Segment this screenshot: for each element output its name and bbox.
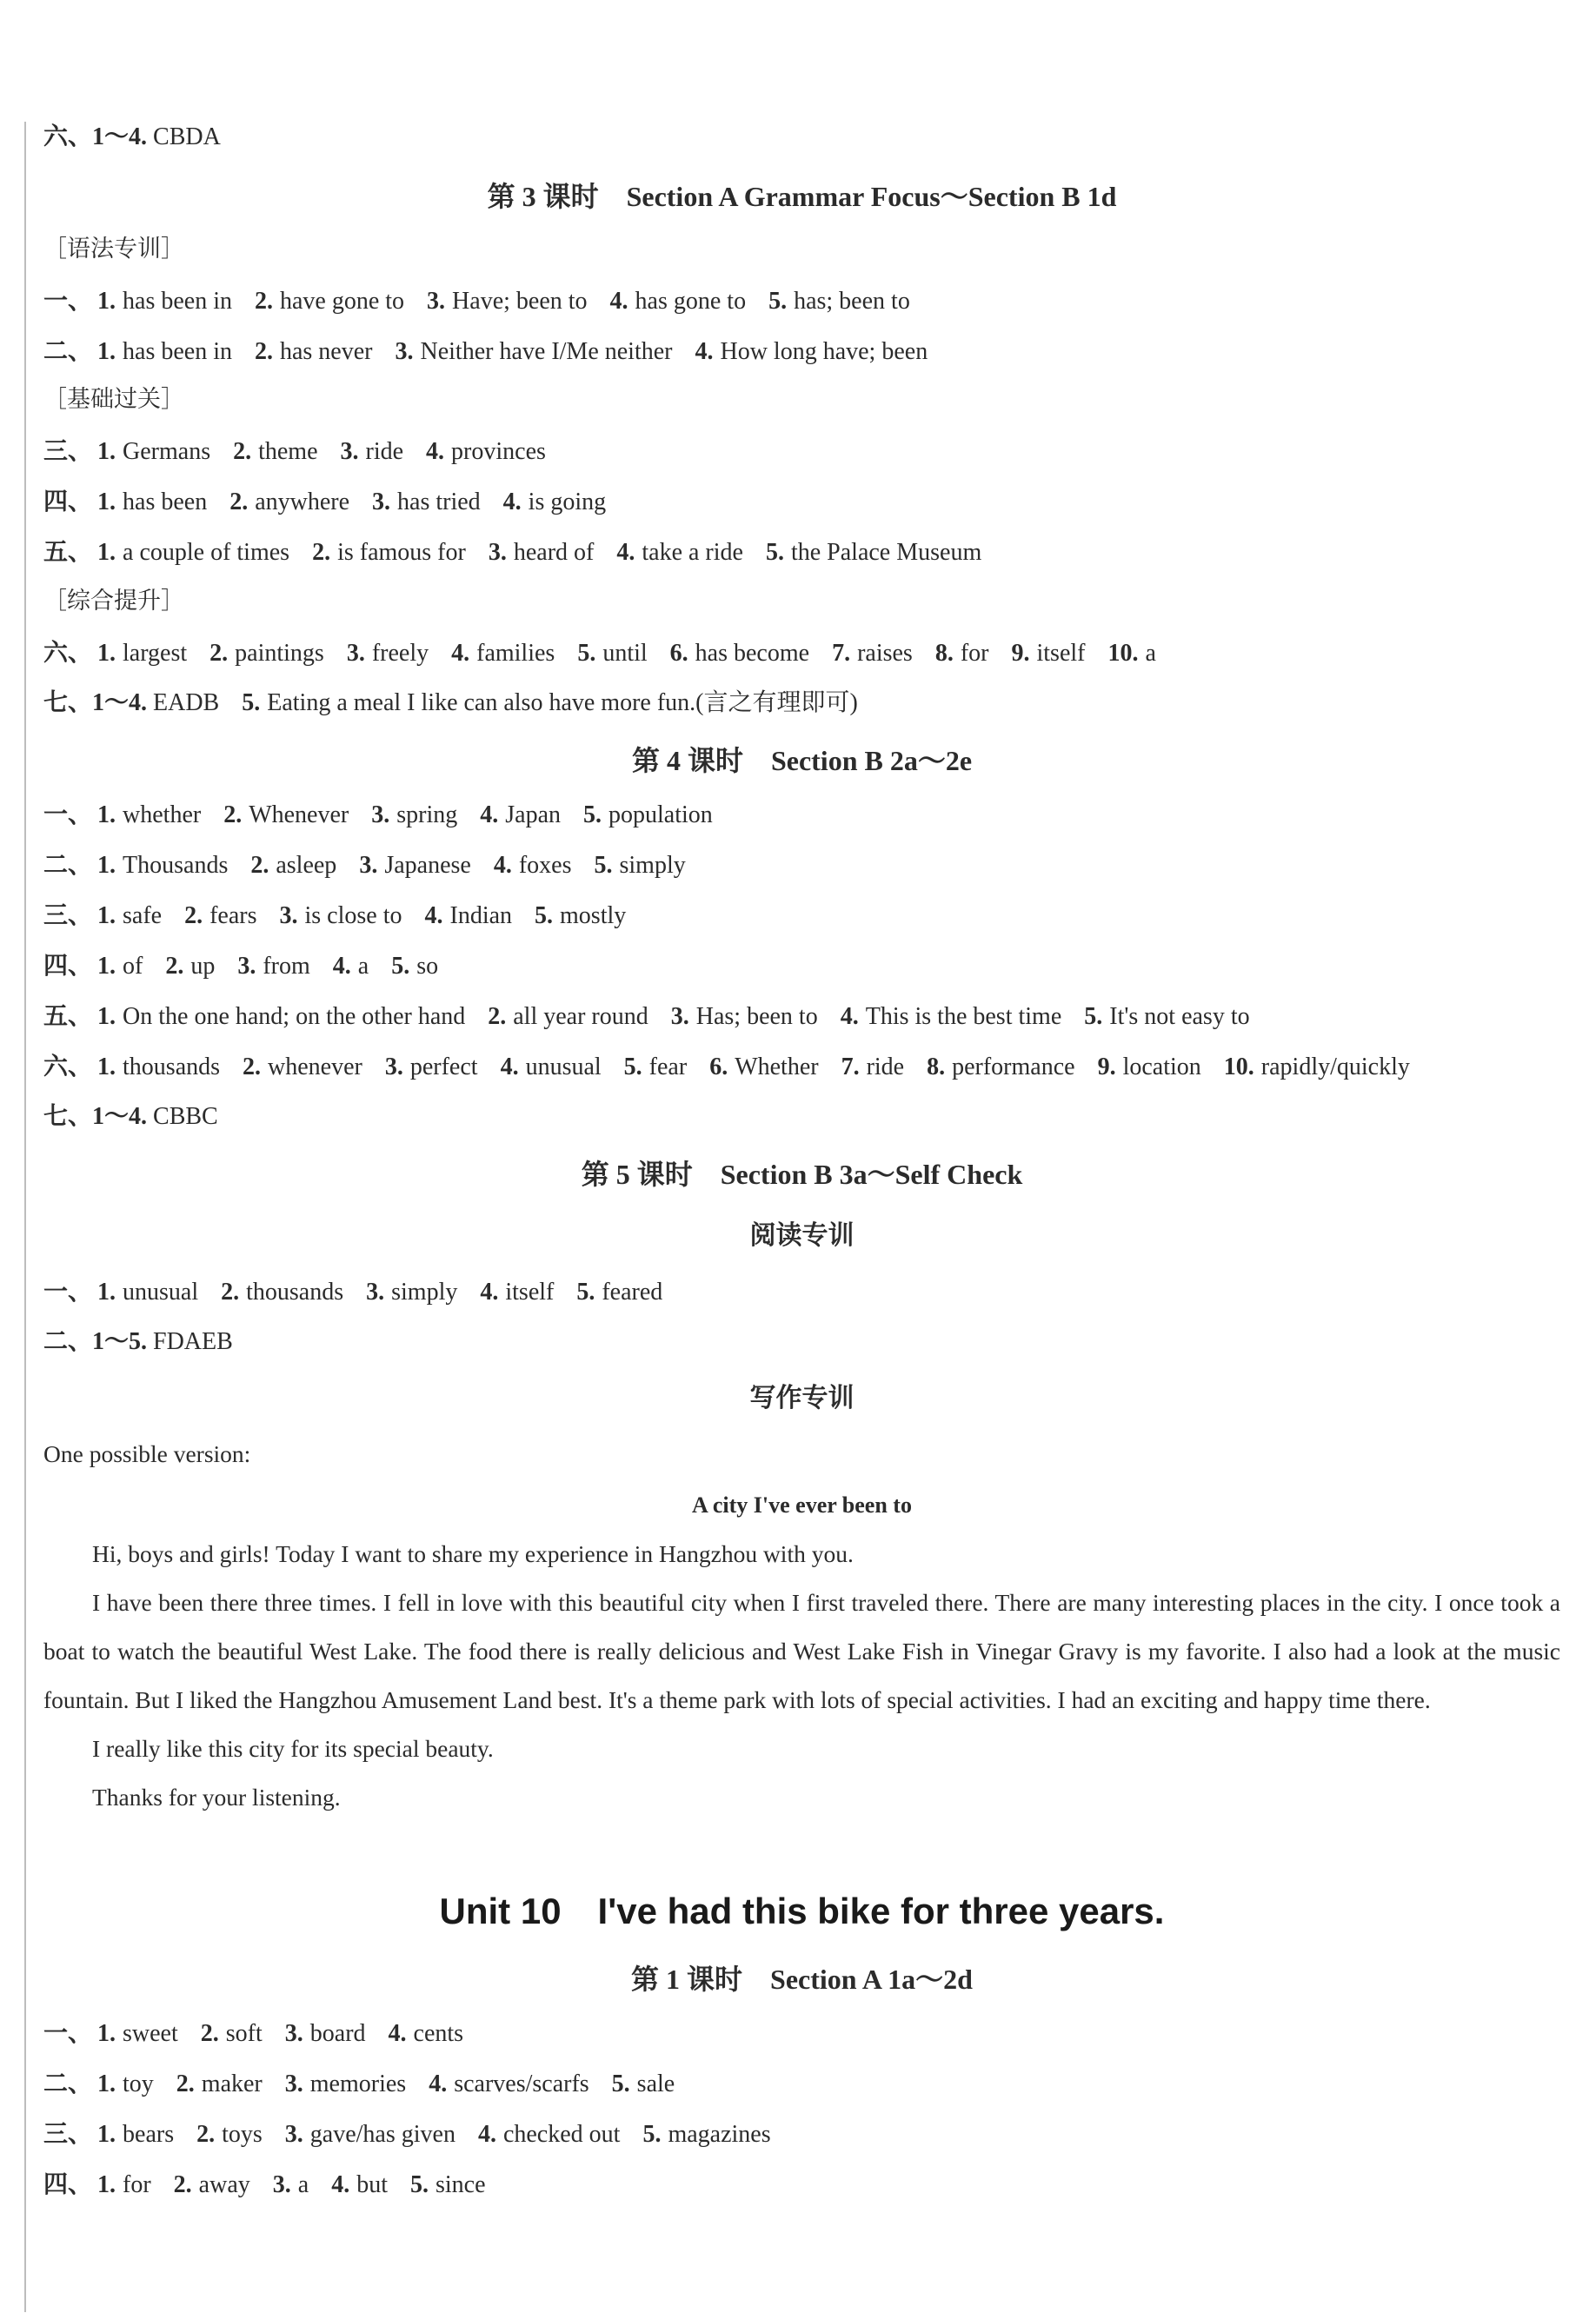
row-lead: 二、 [43, 2070, 93, 2097]
essay-paragraph: I really like this city for its special beauty. [92, 1735, 494, 1762]
essay-intro: One possible version: [43, 1440, 251, 1467]
item-number: 2. [176, 2070, 195, 2097]
item-number: 1. [97, 801, 116, 828]
item-number: 4. [500, 1053, 519, 1080]
item-answer: up [190, 953, 216, 980]
item-number: 4. [493, 852, 512, 879]
item-answer: This is the best time [865, 1003, 1062, 1030]
row-text: CBBC [147, 1103, 218, 1130]
item-number: 1. [97, 288, 116, 315]
item-answer: thousands [123, 1053, 221, 1080]
item-answer: bears [123, 2121, 175, 2148]
item-number: 10. [1223, 1053, 1254, 1080]
lesson5-title: 第 5 课时 Section B 3a～Self Check [581, 1159, 1023, 1190]
item-number: 2. [243, 1053, 262, 1080]
row-text: EADB [147, 689, 220, 716]
item-number: 4. [609, 288, 628, 315]
row-lead: 五、 [43, 539, 93, 566]
item-number: 3. [427, 288, 446, 315]
item-number: 3. [237, 953, 256, 980]
answer-row [43, 2070, 675, 2099]
item-answer: population [608, 801, 713, 828]
item-number: 1. [97, 438, 116, 465]
item-number: 2. [250, 852, 269, 879]
answer-row-7 [43, 688, 858, 718]
row-lead: 六、 [43, 640, 93, 667]
item-number: 2. [200, 2020, 219, 2047]
answer-row-7 [43, 1102, 218, 1132]
answer-row [43, 538, 981, 568]
item-number: 5. [611, 2070, 630, 2097]
item-number: 2. [312, 539, 331, 566]
item-answer: a couple of times [123, 539, 290, 566]
item-number: 5. [765, 539, 784, 566]
item-answer: a [297, 2171, 309, 2198]
item-number: 2. [165, 953, 184, 980]
item-number: 8. [934, 640, 954, 667]
item-answer: Neither have I/Me neither [420, 338, 673, 365]
item-number: 2. [173, 2171, 192, 2198]
item-number: 2. [209, 640, 229, 667]
item-answer: a [1145, 640, 1156, 667]
item-number: 1. [97, 2070, 116, 2097]
item-number: 1. [97, 953, 116, 980]
item-answer: provinces [451, 438, 546, 465]
item-answer: magazines [668, 2121, 771, 2148]
item-answer: the Palace Museum [790, 539, 982, 566]
item-answer: mostly [560, 902, 627, 929]
item-answer: thousands [246, 1279, 344, 1306]
item-number: 3. [284, 2121, 303, 2148]
item-number: 1. [97, 640, 116, 667]
item-answer: performance [952, 1053, 1075, 1080]
item-number: 2. [221, 1279, 240, 1306]
row-text: FDAEB [147, 1328, 233, 1355]
row-lead: 六、 [43, 1053, 93, 1080]
item-answer: Japanese [384, 852, 471, 879]
item-answer: How long have; been [720, 338, 928, 365]
item-number: 5. [409, 2171, 429, 2198]
item-number: 5. [768, 288, 788, 315]
answer-row [43, 901, 626, 931]
item-number: 3. [272, 2171, 291, 2198]
item-number: 5. [594, 852, 613, 879]
item-number: 4. [840, 1003, 859, 1030]
item-answer: Has; been to [695, 1003, 818, 1030]
item-answer: Indian [449, 902, 513, 929]
item-number: 3. [670, 1003, 689, 1030]
item-answer: On the one hand; on the other hand [123, 1003, 466, 1030]
item-answer: Eating a meal I like can also have more fun.(言之有理即可) [267, 689, 858, 716]
item-answer: It's not easy to [1109, 1003, 1250, 1030]
row-lead: 六、1～4. [43, 123, 148, 150]
item-number: 6. [709, 1053, 728, 1080]
row-lead: 一、 [43, 801, 93, 828]
item-number: 7. [832, 640, 851, 667]
item-answer: all year round [513, 1003, 648, 1030]
item-number: 1. [97, 539, 116, 566]
answer-row [43, 2170, 486, 2200]
answer-row [43, 851, 686, 881]
item-answer: board [309, 2020, 366, 2047]
item-number: 4. [480, 1279, 499, 1306]
item-answer: whenever [268, 1053, 362, 1080]
item-number: 9. [1011, 640, 1030, 667]
item-number: 2. [254, 288, 273, 315]
item-answer: asleep [276, 852, 337, 879]
answer-row [43, 1002, 1250, 1032]
item-answer: for [123, 2171, 151, 2198]
item-answer: unusual [525, 1053, 602, 1080]
margin-rule [24, 122, 26, 2312]
item-number: 3. [395, 338, 414, 365]
item-answer: spring [396, 801, 458, 828]
item-answer: a [357, 953, 369, 980]
item-answer: cents [413, 2020, 464, 2047]
item-answer: ride [866, 1053, 905, 1080]
essay-body [43, 1530, 1560, 1822]
item-number: 2. [196, 2121, 216, 2148]
item-number: 5. [391, 953, 410, 980]
answer-row [43, 1053, 1410, 1082]
item-answer: has been in [123, 338, 232, 365]
item-answer: has been [123, 489, 208, 515]
item-number: 2. [254, 338, 273, 365]
item-number: 3. [372, 489, 391, 515]
item-answer: largest [123, 640, 188, 667]
answer-row [43, 2120, 771, 2150]
item-answer: since [435, 2171, 486, 2198]
answer-row [43, 337, 928, 367]
item-answer: freely [371, 640, 429, 667]
item-answer: is going [528, 489, 607, 515]
item-number: 5. [623, 1053, 642, 1080]
item-answer: safe [123, 902, 163, 929]
item-number: 2. [488, 1003, 507, 1030]
lesson3-title: 第 3 课时 Section A Grammar Focus～Section B 1d [487, 181, 1117, 212]
item-answer: toy [123, 2070, 154, 2097]
item-answer: has tried [397, 489, 481, 515]
item-number: 4. [388, 2020, 407, 2047]
item-answer: perfect [409, 1053, 478, 1080]
item-answer: ride [365, 438, 404, 465]
item-answer: fears [209, 902, 257, 929]
row-lead: 四、 [43, 953, 93, 980]
item-answer: rapidly/quickly [1260, 1053, 1410, 1080]
item-number: 1. [97, 1279, 116, 1306]
item-answer: itself [505, 1279, 555, 1306]
writing-section-title: 写作专训 [749, 1384, 855, 1412]
item-number: 1. [97, 2121, 116, 2148]
item-answer: sale [636, 2070, 675, 2097]
item-answer: raises [857, 640, 913, 667]
essay-title: A city I've ever been to [692, 1492, 912, 1518]
item-answer: foxes [518, 852, 572, 879]
answer-row [43, 437, 546, 467]
answer-row [43, 287, 910, 316]
item-number: 4. [451, 640, 470, 667]
item-number: 4. [480, 801, 499, 828]
item-number: 3. [284, 2070, 303, 2097]
row-text: CBDA [147, 123, 221, 150]
essay-paragraph: Hi, boys and girls! Today I want to share my experience in Hangzhou with you. [92, 1540, 854, 1567]
item-number: 3. [366, 1279, 385, 1306]
item-answer: itself [1036, 640, 1086, 667]
row-lead: 二、 [43, 338, 93, 365]
answer-row [43, 801, 713, 830]
item-answer: unusual [123, 1279, 199, 1306]
item-number: 1. [97, 1003, 116, 1030]
row-lead: 四、 [43, 2171, 93, 2198]
row-lead: 三、 [43, 2121, 93, 2148]
item-answer: paintings [235, 640, 324, 667]
answer-row [43, 2019, 463, 2049]
section-basic-label: ［基础过关］ [43, 386, 184, 413]
row-lead: 三、 [43, 438, 93, 465]
item-number: 4. [695, 338, 714, 365]
answer-row [43, 488, 606, 517]
item-answer: Have; been to [452, 288, 588, 315]
answer-row-2 [43, 1327, 233, 1357]
item-answer: maker [201, 2070, 263, 2097]
item-number: 2. [229, 489, 249, 515]
item-number: 1. [97, 2020, 116, 2047]
unit10-lesson1-title: 第 1 课时 Section A 1a～2d [631, 1964, 973, 1995]
item-answer: Whether [735, 1053, 819, 1080]
item-answer: of [123, 953, 143, 980]
answer-row [43, 639, 1156, 668]
item-number: 5. [242, 689, 261, 716]
item-number: 1. [97, 2171, 116, 2198]
item-number: 3. [346, 640, 365, 667]
item-number: 3. [340, 438, 359, 465]
item-number: 4. [331, 2171, 350, 2198]
item-answer: have gone to [279, 288, 405, 315]
item-number: 9. [1097, 1053, 1116, 1080]
lesson4-title: 第 4 课时 Section B 2a～2e [631, 745, 973, 776]
item-answer: whether [123, 801, 202, 828]
item-answer: gave/has given [309, 2121, 456, 2148]
essay-paragraph: I have been there three times. I fell in love with this beautiful city when I first traveled there. There are many interesting places in the city. I once took a boat to watch the beautiful West Lake. The food there is really delicious and West Lake Fish in Vinegar Gravy is my favorite. I also had a look at the music fountain. But I liked the Hangzhou Amusement Land best. It's a theme park with lots of special activities. I had an exciting and happy time there. [43, 1589, 1560, 1713]
item-number: 4. [429, 2070, 448, 2097]
item-answer: for [960, 640, 989, 667]
item-number: 7. [841, 1053, 860, 1080]
item-answer: simply [391, 1279, 458, 1306]
item-number: 5. [642, 2121, 662, 2148]
row-lead: 一、 [43, 288, 93, 315]
item-number: 4. [424, 902, 443, 929]
row-lead: 二、1～5. [43, 1328, 148, 1355]
item-number: 8. [927, 1053, 946, 1080]
item-answer: but [356, 2171, 388, 2198]
item-number: 3. [488, 539, 507, 566]
item-number: 2. [184, 902, 203, 929]
item-answer: away [198, 2171, 250, 2198]
item-number: 5. [576, 1279, 595, 1306]
row-lead: 五、 [43, 1003, 93, 1030]
item-answer: sweet [123, 2020, 178, 2047]
item-number: 4. [502, 489, 522, 515]
item-number: 1. [97, 902, 116, 929]
item-answer: is famous for [337, 539, 466, 566]
item-answer: scarves/scarfs [454, 2070, 589, 2097]
item-number: 3. [371, 801, 390, 828]
row-lead: 七、1～4. [43, 1103, 148, 1130]
item-answer: anywhere [255, 489, 350, 515]
item-answer: take a ride [642, 539, 743, 566]
section-comprehensive-label: ［综合提升］ [43, 588, 184, 615]
section-grammar-label: ［语法专训］ [43, 236, 184, 263]
item-answer: has become [695, 640, 810, 667]
item-answer: Whenever [249, 801, 349, 828]
item-answer: is close to [304, 902, 402, 929]
item-answer: heard of [513, 539, 595, 566]
item-number: 1. [97, 489, 116, 515]
item-answer: has gone to [635, 288, 747, 315]
item-answer: Japan [505, 801, 562, 828]
item-answer: simply [619, 852, 686, 879]
essay-paragraph: Thanks for your listening. [92, 1784, 341, 1811]
item-number: 4. [477, 2121, 496, 2148]
row-lead: 一、 [43, 1279, 93, 1306]
item-number: 5. [1084, 1003, 1103, 1030]
item-answer: has never [279, 338, 373, 365]
item-answer: feared [602, 1279, 663, 1306]
item-answer: Germans [123, 438, 211, 465]
item-answer: toys [222, 2121, 263, 2148]
item-answer: theme [258, 438, 318, 465]
item-number: 5. [535, 902, 554, 929]
answer-row [43, 1278, 662, 1307]
item-number: 4. [332, 953, 351, 980]
item-number: 3. [384, 1053, 403, 1080]
item-answer: location [1122, 1053, 1201, 1080]
item-answer: has; been to [794, 288, 910, 315]
row-lead: 二、 [43, 852, 93, 879]
item-answer: has been in [123, 288, 232, 315]
reading-section-title: 阅读专训 [749, 1221, 855, 1250]
item-number: 2. [233, 438, 252, 465]
row-lead: 一、 [43, 2020, 93, 2047]
item-number: 2. [223, 801, 243, 828]
item-answer: so [416, 953, 439, 980]
item-answer: fear [648, 1053, 688, 1080]
unit-title: Unit 10 I've had this bike for three years. [439, 1891, 1165, 1931]
row-lead: 三、 [43, 902, 93, 929]
item-answer: from [263, 953, 310, 980]
item-answer: soft [225, 2020, 263, 2047]
item-number: 10. [1107, 640, 1139, 667]
item-number: 4. [426, 438, 445, 465]
item-number: 3. [284, 2020, 303, 2047]
item-number: 3. [279, 902, 298, 929]
row-lead: 四、 [43, 489, 93, 515]
item-number: 5. [577, 640, 596, 667]
item-number: 3. [359, 852, 378, 879]
item-answer: memories [309, 2070, 407, 2097]
item-number: 4. [616, 539, 635, 566]
item-answer: Thousands [123, 852, 229, 879]
row-lead: 七、1～4. [43, 689, 148, 716]
item-answer: checked out [502, 2121, 621, 2148]
item-number: 1. [97, 338, 116, 365]
item-number: 5. [583, 801, 602, 828]
item-number: 1. [97, 852, 116, 879]
answer-row-6-prev [43, 123, 221, 152]
answer-row [43, 952, 438, 981]
item-number: 6. [669, 640, 688, 667]
item-answer: until [602, 640, 648, 667]
item-answer: families [476, 640, 555, 667]
item-number: 1. [97, 1053, 116, 1080]
